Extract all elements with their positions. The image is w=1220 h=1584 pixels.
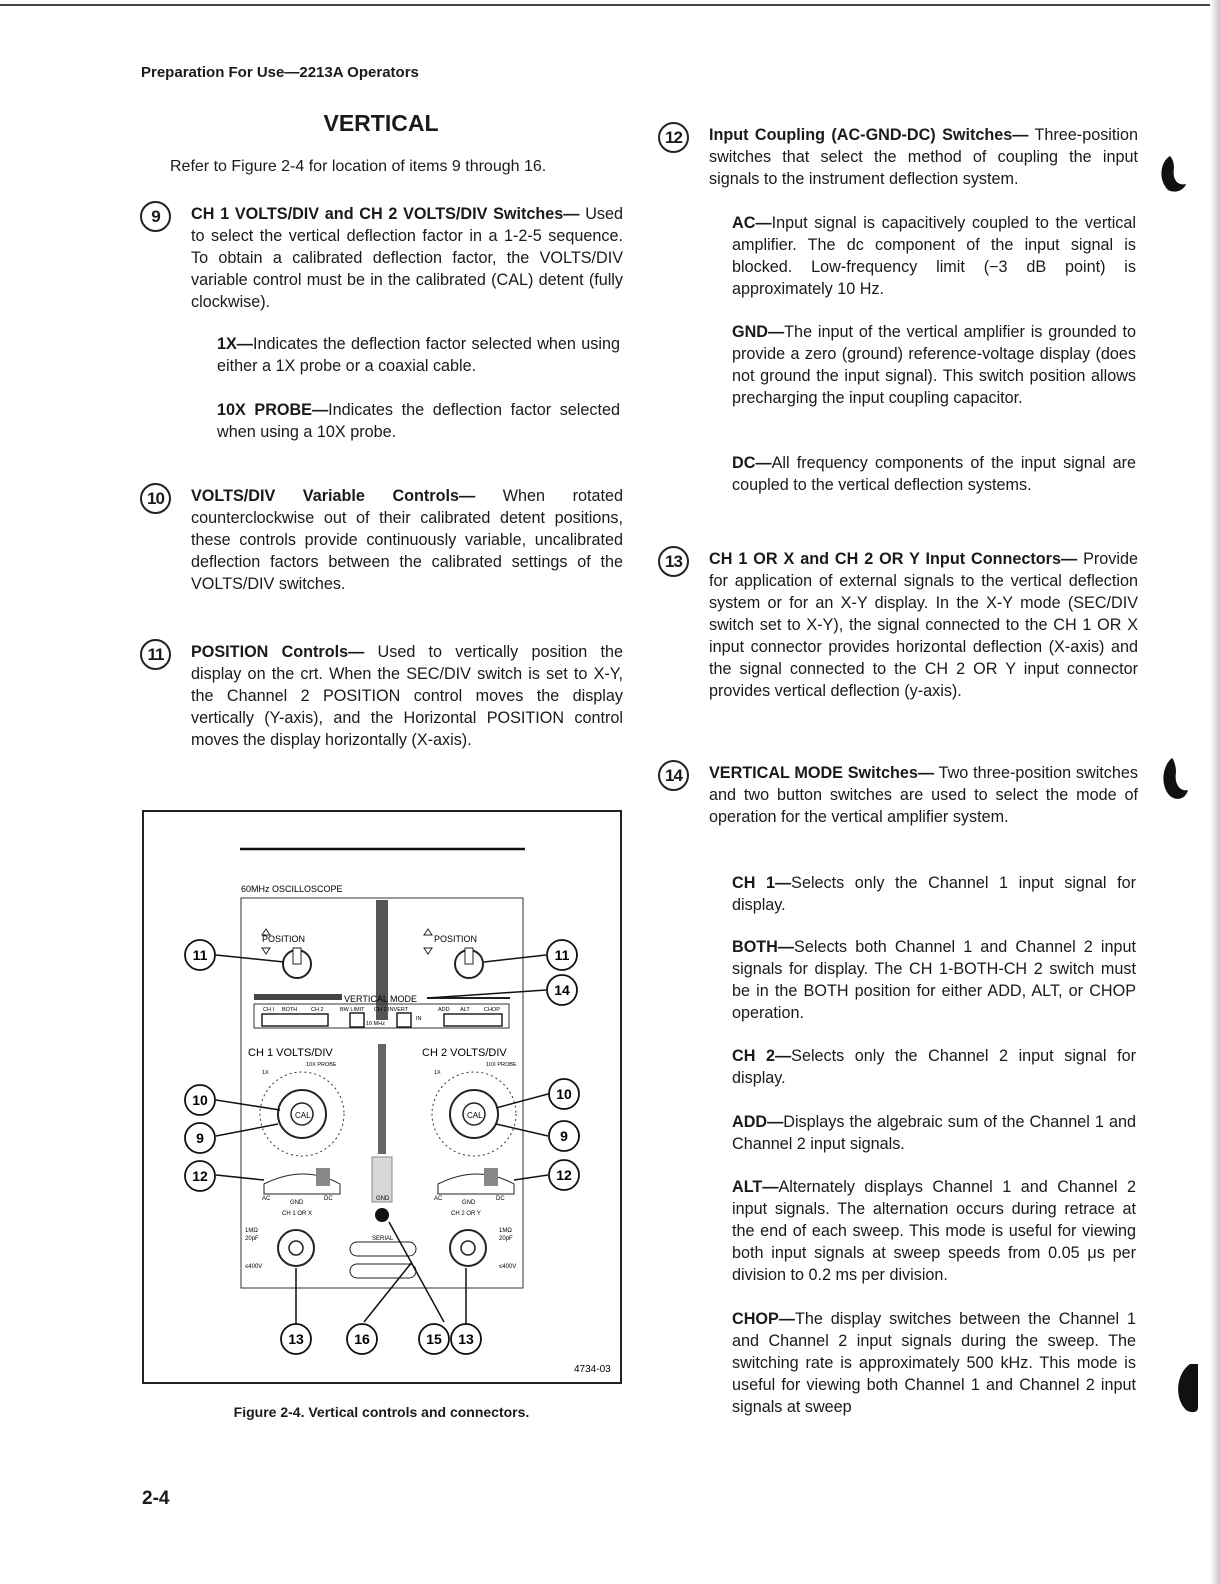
callout-number: 13 xyxy=(288,1331,304,1347)
sub-text: Selects both Channel 1 and Channel 2 input signals for display. The CH 1-BOTH-CH 2 switch must be in the BOTH position for either ADD, ALT, or CHOP operation. xyxy=(732,938,1136,1022)
item-body xyxy=(709,548,1148,702)
probe-label-right: 10X PROBE xyxy=(486,1062,517,1068)
sub-ch2 xyxy=(732,1045,1136,1089)
sub-term: DC— xyxy=(732,454,772,472)
item-number-badge: 9 xyxy=(140,201,171,232)
sub-text: Selects only the Channel 2 input signal for display. xyxy=(732,1047,1136,1087)
item-title: Input Coupling (AC-GND-DC) Switches— xyxy=(709,126,1029,144)
callout-number: 16 xyxy=(354,1331,370,1347)
sub-text: Indicates the deflection factor selected when using a 10X probe. xyxy=(217,401,620,441)
item-11 xyxy=(140,641,623,751)
ch2-coupling-switch xyxy=(438,1174,514,1194)
callout-number: 15 xyxy=(426,1331,442,1347)
callout-number: 12 xyxy=(556,1167,572,1183)
knob-pointer-icon xyxy=(465,948,473,964)
sub-1x xyxy=(217,333,620,377)
intro-text: Refer to Figure 2-4 for location of items 9 through 16. xyxy=(170,158,547,175)
svg-text:GND: GND xyxy=(290,1200,304,1206)
one-x-label-right: 1X xyxy=(434,1070,441,1076)
top-rule xyxy=(0,4,1210,6)
sub-gnd xyxy=(732,321,1136,409)
svg-text:BW LIMIT: BW LIMIT xyxy=(340,1007,365,1013)
sub-ch1 xyxy=(732,872,1136,916)
sub-text: Input signal is capacitively coupled to the vertical amplifier. The dc component of the input signal is blocked. Low-frequency limit (−3 dB point) is approximately 10 Hz. xyxy=(732,214,1136,298)
one-x-label-left: 1X xyxy=(262,1070,269,1076)
callout-number: 10 xyxy=(192,1092,208,1108)
callout-number: 13 xyxy=(458,1331,474,1347)
item-title: VERTICAL MODE Switches— xyxy=(709,764,935,782)
ch2-invert-button xyxy=(397,1013,411,1027)
panel-title: 60MHz OSCILLOSCOPE xyxy=(241,884,343,894)
cal-label: CAL xyxy=(295,1111,311,1120)
sub-text: Displays the algebraic sum of the Channel 1 and Channel 2 input signals. xyxy=(732,1113,1136,1153)
item-9 xyxy=(140,203,623,313)
bw-limit-button xyxy=(350,1013,364,1027)
item-title: POSITION Controls— xyxy=(191,643,365,661)
serial-slot-lower xyxy=(350,1264,416,1278)
sub-text: The display switches between the Channel 1 and Channel 2 input signals during the sweep. The switching rate is approximately 500 kHz. This mode is useful for viewing both Channel 1 and Channel 2 input signals at sweep xyxy=(732,1310,1136,1416)
item-body xyxy=(709,124,1148,190)
item-number-badge: 12 xyxy=(658,122,689,153)
ch1-both-ch2-switch xyxy=(262,1014,328,1026)
callout-number: 10 xyxy=(556,1086,572,1102)
sub-10x-probe xyxy=(217,399,620,443)
svg-text:CHOP: CHOP xyxy=(484,1007,500,1013)
page-number: 2-4 xyxy=(142,1488,170,1509)
sub-chop xyxy=(732,1308,1136,1418)
running-header: Preparation For Use—2213A Operators xyxy=(141,64,419,81)
sub-text: Alternately displays Channel 1 and Channel 2 input signals. The alternation occurs during retrace at the end of each sweep. This mode is useful for viewing both input signals at sweep speeds from 0.05 μs per division to 0.2 ms per division. xyxy=(732,1178,1136,1284)
item-number-badge: 14 xyxy=(658,760,689,791)
item-title: VOLTS/DIV Variable Controls— xyxy=(191,487,476,505)
sub-term: 1X— xyxy=(217,335,253,353)
figure-id: 4734-03 xyxy=(574,1364,611,1375)
add-alt-chop-switch xyxy=(444,1014,502,1026)
item-body xyxy=(191,641,623,751)
front-panel-diagram xyxy=(144,812,620,1382)
item-13 xyxy=(658,548,1148,702)
svg-text:SERIAL: SERIAL xyxy=(372,1236,394,1242)
sub-term: BOTH— xyxy=(732,938,795,956)
position-label-left: POSITION xyxy=(262,934,306,944)
callout-number: 12 xyxy=(192,1168,208,1184)
svg-text:1MΩ: 1MΩ xyxy=(499,1228,512,1234)
figure-2-4 xyxy=(142,810,622,1384)
svg-text:AC: AC xyxy=(262,1196,271,1202)
binder-hole-mark xyxy=(1160,1360,1200,1420)
svg-text:DC: DC xyxy=(496,1196,505,1202)
item-text: Used to select the vertical deflection factor in a 1-2-5 sequence. To obtain a calibrated deflection factor, the VOLTS/DIV variable control must be in the calibrated (CAL) detent (fully clockwise). xyxy=(191,205,623,311)
switch-lever-icon xyxy=(316,1168,330,1186)
sub-term: CH 1— xyxy=(732,874,792,892)
item-body xyxy=(191,203,623,313)
svg-text:ADD: ADD xyxy=(438,1007,450,1013)
sub-add xyxy=(732,1111,1136,1155)
knob-pointer-icon xyxy=(293,948,301,964)
svg-text:CH 2 OR Y: CH 2 OR Y xyxy=(451,1211,481,1217)
sub-both xyxy=(732,936,1136,1024)
item-number-badge: 10 xyxy=(140,483,171,514)
sub-ac xyxy=(732,212,1136,300)
svg-text:GND: GND xyxy=(462,1200,476,1206)
scan-edge-shadow xyxy=(1210,0,1220,1584)
sub-text: The input of the vertical amplifier is grounded to provide a zero (ground) reference-voltage display (does not ground the input signal). This switch position allows precharging the input coupling capacitor. xyxy=(732,323,1136,407)
figure-caption: Figure 2-4. Vertical controls and connectors. xyxy=(233,1404,530,1420)
svg-text:DC: DC xyxy=(324,1196,333,1202)
sub-term: CHOP— xyxy=(732,1310,795,1328)
mode-bar-shade xyxy=(254,994,342,1000)
item-text: Three-position switches that select the method of coupling the input signals to the instrument deflection system. xyxy=(709,126,1138,188)
sub-text: All frequency components of the input signal are coupled to the vertical deflection systems. xyxy=(732,454,1136,494)
switch-lever-icon xyxy=(484,1168,498,1186)
svg-text:10 MHz: 10 MHz xyxy=(366,1021,385,1027)
sub-dc xyxy=(732,452,1136,496)
item-text: Two three-position switches and two button switches are used to select the mode of operation for the vertical amplifier system. xyxy=(709,764,1138,826)
sub-text: Selects only the Channel 1 input signal for display. xyxy=(732,874,1136,914)
sub-term: GND— xyxy=(732,323,785,341)
item-text: Provide for application of external signals to the vertical deflection system or for an X-Y display. In the X-Y mode (SEC/DIV switch set to X-Y), the signal connected to the CH 1 OR X input connector provides horizontal deflection (X-axis) and the signal connected to the CH 2 OR Y input connector provides vertical deflection (y-axis). xyxy=(709,550,1138,700)
section-title: VERTICAL xyxy=(323,110,439,136)
sub-alt xyxy=(732,1176,1136,1286)
item-title: CH 1 VOLTS/DIV and CH 2 VOLTS/DIV Switches— xyxy=(191,205,580,223)
item-title: CH 1 OR X and CH 2 OR Y Input Connectors— xyxy=(709,550,1078,568)
binder-hole-mark xyxy=(1152,752,1192,808)
item-number-badge: 11 xyxy=(140,639,171,670)
svg-text:20pF: 20pF xyxy=(499,1236,513,1242)
item-text: When rotated counterclockwise out of their calibrated detent positions, these controls provide continuously variable, uncalibrated deflection factors between the calibrated settings of the VOLTS/DIV switches. xyxy=(191,487,623,593)
sub-term: AC— xyxy=(732,214,772,232)
item-body xyxy=(709,762,1148,828)
binder-hole-mark xyxy=(1150,150,1190,200)
svg-text:CH 1 OR X: CH 1 OR X xyxy=(282,1211,313,1217)
item-body xyxy=(191,485,623,595)
ch1-volts-label: CH 1 VOLTS/DIV xyxy=(248,1047,333,1059)
sub-text: Indicates the deflection factor selected when using either a 1X probe or a coaxial cable. xyxy=(217,335,620,375)
item-text: Used to vertically position the display on the crt. When the SEC/DIV switch is set to X-Y, the Channel 2 POSITION control moves the display vertically (Y-axis), and the Horizontal POSITION control moves the display horizontally (X-axis). xyxy=(191,643,623,749)
svg-text:IN: IN xyxy=(416,1016,422,1022)
svg-text:CH 2 INVERT: CH 2 INVERT xyxy=(374,1007,409,1013)
svg-text:1MΩ: 1MΩ xyxy=(245,1228,258,1234)
callout-number: 11 xyxy=(192,947,208,963)
svg-text:CH I: CH I xyxy=(263,1007,274,1013)
svg-text:≤400V: ≤400V xyxy=(499,1264,517,1270)
sub-term: CH 2— xyxy=(732,1047,792,1065)
svg-text:20pF: 20pF xyxy=(245,1236,259,1242)
vertical-mode-label: VERTICAL MODE xyxy=(344,994,418,1004)
svg-text:≤400V: ≤400V xyxy=(245,1264,263,1270)
sub-term: ADD— xyxy=(732,1113,784,1131)
ch2-volts-label: CH 2 VOLTS/DIV xyxy=(422,1047,507,1059)
svg-text:AC: AC xyxy=(434,1196,443,1202)
item-10 xyxy=(140,485,623,595)
callout-number: 9 xyxy=(196,1130,204,1146)
ground-jack xyxy=(375,1208,389,1222)
svg-text:ALT: ALT xyxy=(460,1007,470,1013)
svg-text:BOTH: BOTH xyxy=(282,1007,298,1013)
cal-label: CAL xyxy=(467,1111,483,1120)
divider-strip-mid xyxy=(378,1044,386,1154)
item-14 xyxy=(658,762,1148,828)
svg-text:GND: GND xyxy=(376,1196,390,1202)
svg-text:CH 2: CH 2 xyxy=(311,1007,324,1013)
arrows-icon xyxy=(424,929,432,954)
sub-term: 10X PROBE— xyxy=(217,401,329,419)
sub-term: ALT— xyxy=(732,1178,779,1196)
callout-number: 11 xyxy=(554,947,570,963)
item-12 xyxy=(658,124,1148,190)
position-label-right: POSITION xyxy=(434,934,478,944)
callout-number: 14 xyxy=(554,982,570,998)
callout-number: 9 xyxy=(560,1128,568,1144)
probe-label-left: 10X PROBE xyxy=(306,1062,337,1068)
item-number-badge: 13 xyxy=(658,546,689,577)
